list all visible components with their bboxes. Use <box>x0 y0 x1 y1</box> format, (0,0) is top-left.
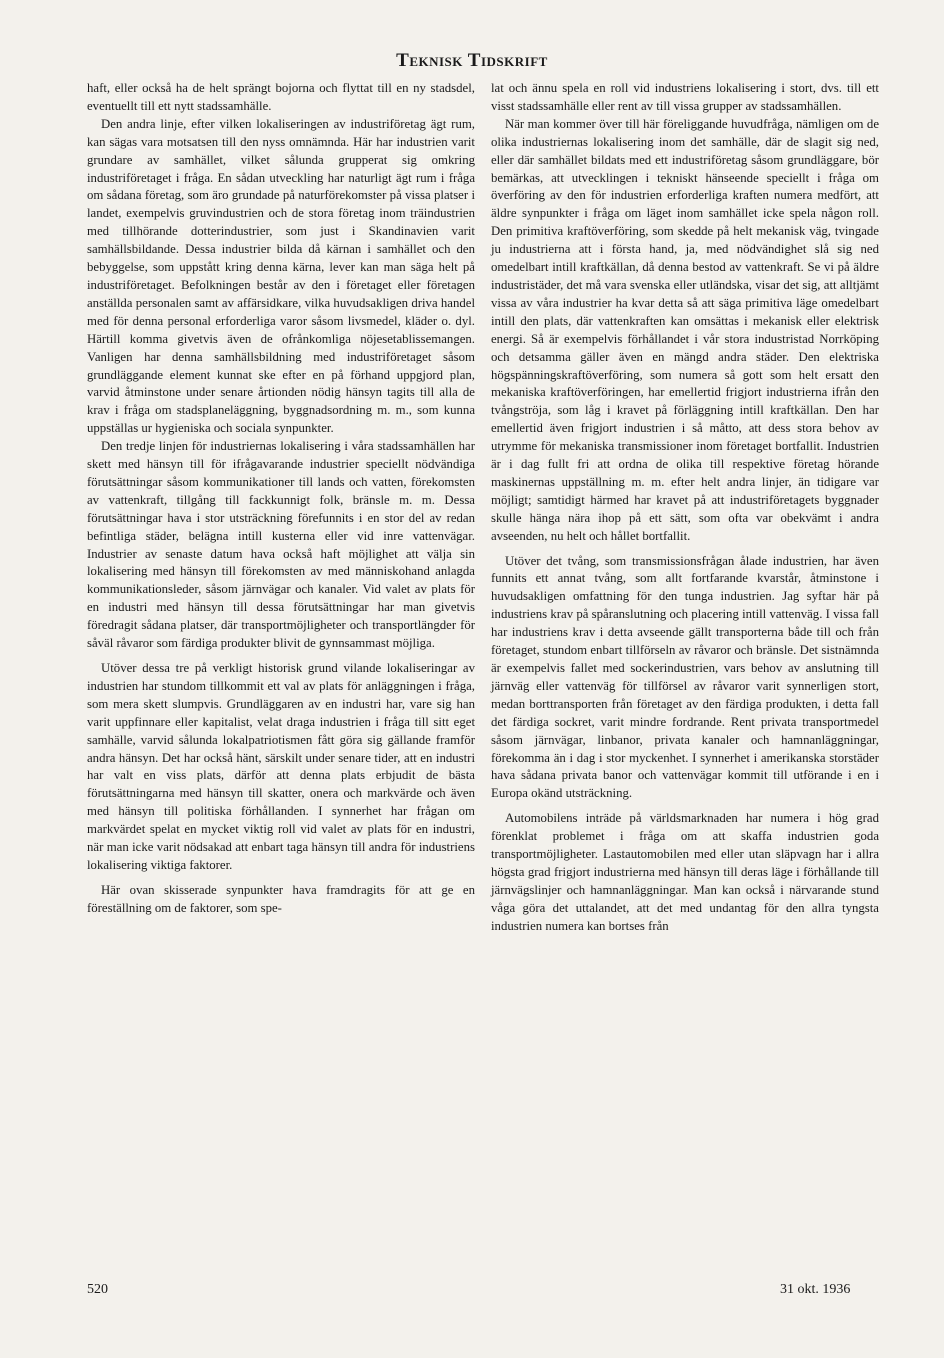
page-number: 520 <box>87 1282 108 1297</box>
left-column <box>87 80 475 918</box>
journal-header: Teknisk Tidskrift <box>396 50 548 71</box>
paragraph: Den tredje linjen för industriernas lokalisering i våra stadssamhällen har skett med hänsyn till för ifrågavarande industrier speciellt nödvändiga förutsättningar såsom kommunikationer till lands och vatten, förekomsten av vattenkraft, tillgång till fackkunnigt folk, bränsle m. m. Dessa förutsättningar hava i stor utsträckning förefunnits i en stor del av redan befintliga städer, belägna intill kusterna eller vid inre vattenvägar. Industrier av senaste datum hava också haft möjlighet att välja sin lokalisering med hänsyn till förekomsten av med människohand anlagda kommunikationsleder, såsom järnvägar och kanaler. Vid valet av plats för en industri med hänsyn till dessa förutsättningar har man givetvis föredragit sådana platser, där transportmöjligheter och transportlängder för såväl råvaror som färdiga produkter blivit de gynnsammast möjliga. <box>87 439 475 651</box>
paragraph: När man kommer över till här föreliggande huvudfråga, nämligen om de olika industriernas lokalisering inom det samhälle, där de slagit sig ned, eller där samhället bildats med ett industriföretag såsom grundläggare, bör bemärkas, att utvecklingen i tekniskt hänseende speciellt i fråga om överföring av den för industrien erforderliga kraften numera medfört, att äldre synpunkter i fråga om läget inom samhället icke spela någon roll. Den primitiva kraftöverföring, som skedde på helt mekanisk väg, tvingade ju industrierna att i första hand, ja, med nödvändighet slå sig ned omedelbart intill kraftkällan, då denna bestod av vattenkraft. Se vi på äldre industristäder, det må vara svenska eller utländska, visar det sig, att alltjämt vissa av våra industrier ha kvar detta så att säga primitiva läge omedelbart intill den plats, där vattenkraften kan omsättas i mekanisk eller elektrisk energi. Så är exempelvis förhållandet i vår stora industristad Norrköping och detsamma gäller även en mängd andra städer. Den elektriska högspänningskraftöverföring, som numera så gott som helt ersatt den mekaniska kraftöverföringen, har emellertid frigjort industrierna ifrån den tvångströja, som låg i kravet på förläggning intill kraftkällan. Den har emellertid även frigjort industrien i så måtto, att dess stora behov av utrymme för mekaniska transmissioner inom företaget bortfallit. Industrien är i dag fullt fri att ordna de olika till respektive företag hörande maskinernas uppställning m. m. efter helt andra linjer, än tidigare var möjligt; samtidigt härmed har kravet på att industriföretagets byggnader skulle hänga nära ihop på ett sätt, som ofta var obekvämt i andra avseenden, nu helt och hållet bortfallit. <box>491 116 879 543</box>
paragraph: lat och ännu spela en roll vid industriens lokalisering i stort, dvs. till ett visst stadssamhälle eller rent av till vissa grupper av stadssamhällen. <box>491 81 879 113</box>
paragraph: Här ovan skisserade synpunkter hava framdragits för att ge en föreställning om de faktorer, som spe- <box>87 882 475 915</box>
paragraph: haft, eller också ha de helt sprängt bojorna och flyttat till en ny stadsdel, eventuellt till ett nytt stadssamhälle. <box>87 81 475 113</box>
paragraph: Utöver dessa tre på verkligt historisk grund vilande lokaliseringar av industrien har stundom tillkommit ett val av plats för anläggningen i fråga, som mera skett slumpvis. Grundläggaren av en industri har, vare sig han varit uppfinnare eller kapitalist, velat draga industrien i fråga till sitt eget samhälle, varvid sålunda lokalpatriotismen fått göra sig gällande framför andra hänsyn. Det har också hänt, särskilt under senare tider, att en industri har valt en viss plats, därför att denna plats erbjudit de bästa förutsättningarna med hänsyn till skatter, onera och markvärde och även med hänsyn till politiska förhållanden. I synnerhet har frågan om markvärdet spelat en mycket viktig roll vid valet av plats för en industri, när man icke varit nödsakad att enbart taga hänsyn till andra för industriens lokalisering viktiga faktorer. <box>87 661 475 872</box>
paragraph: Automobilens inträde på världsmarknaden har numera i hög grad förenklat problemet i fråga om att skaffa industrien goda transportmöjligheter. Lastautomobilen med eller utan släpvagn har i allra högsta grad frigjort industrierna med hänsyn till deras läge i förhållande till järnvägslinjer och hamnanläggningar. Man kan också i närvarande stund våga göra det uttalandet, att det med undantag för den allra tyngsta industrien numera kan bortses från <box>491 811 879 933</box>
paragraph: Den andra linje, efter vilken lokaliseringen av industriföretag ägt rum, kan sägas vara motsatsen till den nyss omnämnda. Här har industrien varit grundare av samhället, vilket sålunda grupperat sig omkring industriföretaget i fråga. En sådan utveckling har naturligt ägt rum i fråga om sådana företag, som äro grundade på naturförekomster på vissa platser i landet, exempelvis gruvindustrien och de stora företag inom träindustrien med tillhörande dotterindustrier, som just i Skandinavien varit samhällsbildande. Dessa industrier bilda då kärnan i samhället och den bebyggelse, som uppstått kring denna kärna, lever kan man säga helt på industriföretaget. Befolkningen består av den i företaget eller företagen anställda personalen samt av affärsidkare, vilka huvudsakligen driva handel med för denna personal erforderliga varor såsom livsmedel, kläder o. dyl. Härtill komma givetvis även de ofrånkomliga nöjesetablissemangen. Vanligen har denna samhällsbildning med industriföretaget såsom grundläggande element kunnat ske efter en på förhand uppgjord plan, varvid åtminstone under senare årtionden nödig hänsyn tagits till alla de krav i fråga om stadsplaneläggning, byggnadsordning m. m., som kunna uppställas ur hygieniska och sociala synpunkter. <box>87 116 475 436</box>
paragraph: Utöver det tvång, som transmissionsfrågan ålade industrien, har även funnits ett annat tvång, som allt fortfarande kvarstår, åtminstone i huvudsakligen omfattning för den tunga industrien. Jag syftar här på industriens krav på spåranslutning och placering intill vattenväg. I vissa fall har industriens krav i detta avseende gällt transporterna både till och från företaget, stundom enbart tillförseln av råvaror och bränsle. Det sistnämnda är exempelvis fallet med sockerindustrien, vars behov av anslutning till järnväg eller vattenväg för tillförsel av råvaror varit synnerligen stort, medan borttransporten från företaget av den färdiga produkten, i detta fall det färdiga sockret, varit mindre fordrande. Rent privata transportmedel såsom järnvägar, linbanor, privata kanaler och hamnanläggningar, förekomma än i dag i stor myckenhet. I synnerhet i amerikanska storstäder hava sådana privata banor och vattenvägar kommit till utförande i en i Europa okänd utsträckning. <box>491 553 879 801</box>
right-column <box>491 80 879 936</box>
issue-date: 31 okt. 1936 <box>780 1282 851 1297</box>
